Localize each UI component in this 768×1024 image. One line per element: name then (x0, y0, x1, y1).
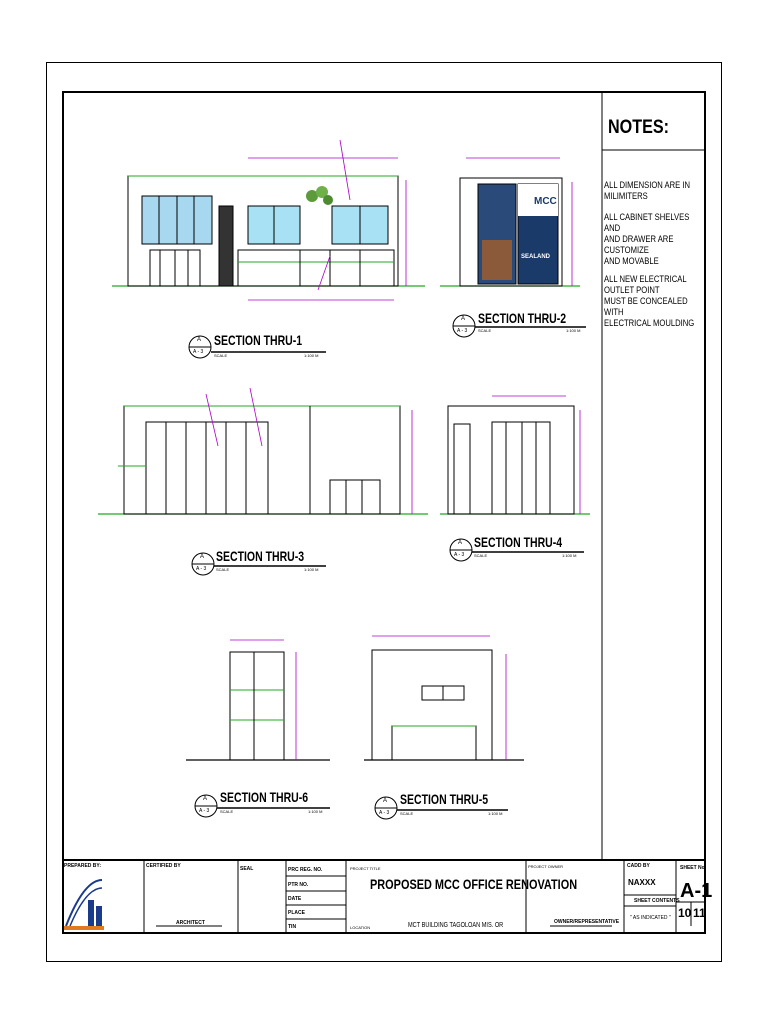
prepared-by-label: PREPARED BY: (64, 863, 102, 869)
section-6-drawing (186, 640, 330, 760)
scale-value: 1:100 M (488, 811, 503, 816)
section-4-drawing (440, 396, 590, 514)
section-tag-bottom: A - 3 (454, 552, 465, 558)
section-tag-top: A (197, 337, 202, 343)
scale-value: 1:100 M (566, 328, 581, 333)
field-ptr-no: PTR NO. (288, 882, 309, 888)
section-tag-bottom: A - 3 (457, 328, 468, 334)
scale-label: SCALE (400, 811, 414, 816)
section-title: SECTION THRU-4 (474, 534, 563, 550)
note-item: ALL DIMENSION ARE IN MILIMITERS (604, 180, 691, 201)
project-title: PROPOSED MCC OFFICE RENOVATION (370, 876, 578, 892)
scale-value: 1:100 M (304, 567, 319, 572)
owner-representative-label: OWNER/REPRESENTATIVE (554, 919, 620, 925)
firm-logo-image (64, 872, 104, 930)
scale-value: 1:100 M (304, 353, 319, 358)
section-1-drawing (112, 140, 425, 300)
sheet-contents-label: SHEET CONTENTS (634, 898, 680, 904)
sheet-number: A-1 (680, 880, 713, 902)
section-title: SECTION THRU-5 (400, 791, 489, 807)
section-title: SECTION THRU-2 (478, 310, 567, 326)
notes-title: NOTES: (608, 117, 670, 138)
mcc-sign-logo: MCC (534, 196, 557, 207)
field-place: PLACE (288, 910, 305, 916)
note-item: ALL NEW ELECTRICAL OUTLET POINT MUST BE CONCEALED WITH ELECTRICAL MOULDING (604, 274, 695, 328)
section-title: SECTION THRU-3 (216, 548, 305, 564)
section-tag-top: A (200, 554, 205, 560)
architect-label: ARCHITECT (176, 920, 205, 926)
section-tag-top: A (458, 540, 463, 546)
section-tag-bottom: A - 3 (379, 810, 390, 816)
section-tag-bottom: A - 3 (199, 808, 210, 814)
section-tag-top: A (383, 798, 388, 804)
section-5-drawing (364, 636, 524, 760)
section-tag-bottom: A - 3 (196, 566, 207, 572)
section-tag-top: A (203, 796, 208, 802)
project-owner-label: PROJECT OWNER (528, 864, 564, 869)
section-tag-bottom: A - 3 (193, 349, 204, 355)
section-title: SECTION THRU-1 (214, 332, 303, 348)
seal-label: SEAL (240, 866, 254, 872)
scale-label: SCALE (216, 567, 230, 572)
scale-value: 1:100 M (562, 553, 577, 558)
cadd-by-value: NAXXX (628, 878, 656, 887)
sheet-total: 11 (693, 906, 706, 920)
scale-label: SCALE (220, 809, 234, 814)
note-item: ALL CABINET SHELVES AND AND DRAWER ARE CUSTOMIZE AND MOVABLE (604, 212, 690, 266)
project-title-label: PROJECT TITLE (350, 866, 381, 871)
scale-value: 1:100 M (308, 809, 323, 814)
section-2-drawing (440, 158, 580, 286)
sheet-no-label: SHEET No. (680, 865, 707, 871)
scale-label: SCALE (214, 353, 228, 358)
sheet-index: 10 (678, 906, 692, 920)
scale-label: SCALE (478, 328, 492, 333)
sealand-sign-logo: SEALAND (521, 254, 551, 260)
section-title: SECTION THRU-6 (220, 789, 309, 805)
sheet-contents-value: " AS INDICATED " (630, 915, 671, 921)
section-3-drawing (98, 388, 428, 514)
field-prc-reg-no: PRC REG. NO. (288, 867, 323, 873)
scale-label: SCALE (474, 553, 488, 558)
location-label: LOCATION (350, 925, 371, 930)
certified-by-label: CERTIFIED BY (146, 863, 181, 869)
project-location: MCT BUILDING TAGOLOAN MIS. OR (408, 922, 504, 929)
section-tag-top: A (461, 316, 466, 322)
field-tin: TIN (288, 924, 297, 930)
field-date: DATE (288, 896, 302, 902)
cadd-by-label: CADD BY (627, 863, 650, 869)
